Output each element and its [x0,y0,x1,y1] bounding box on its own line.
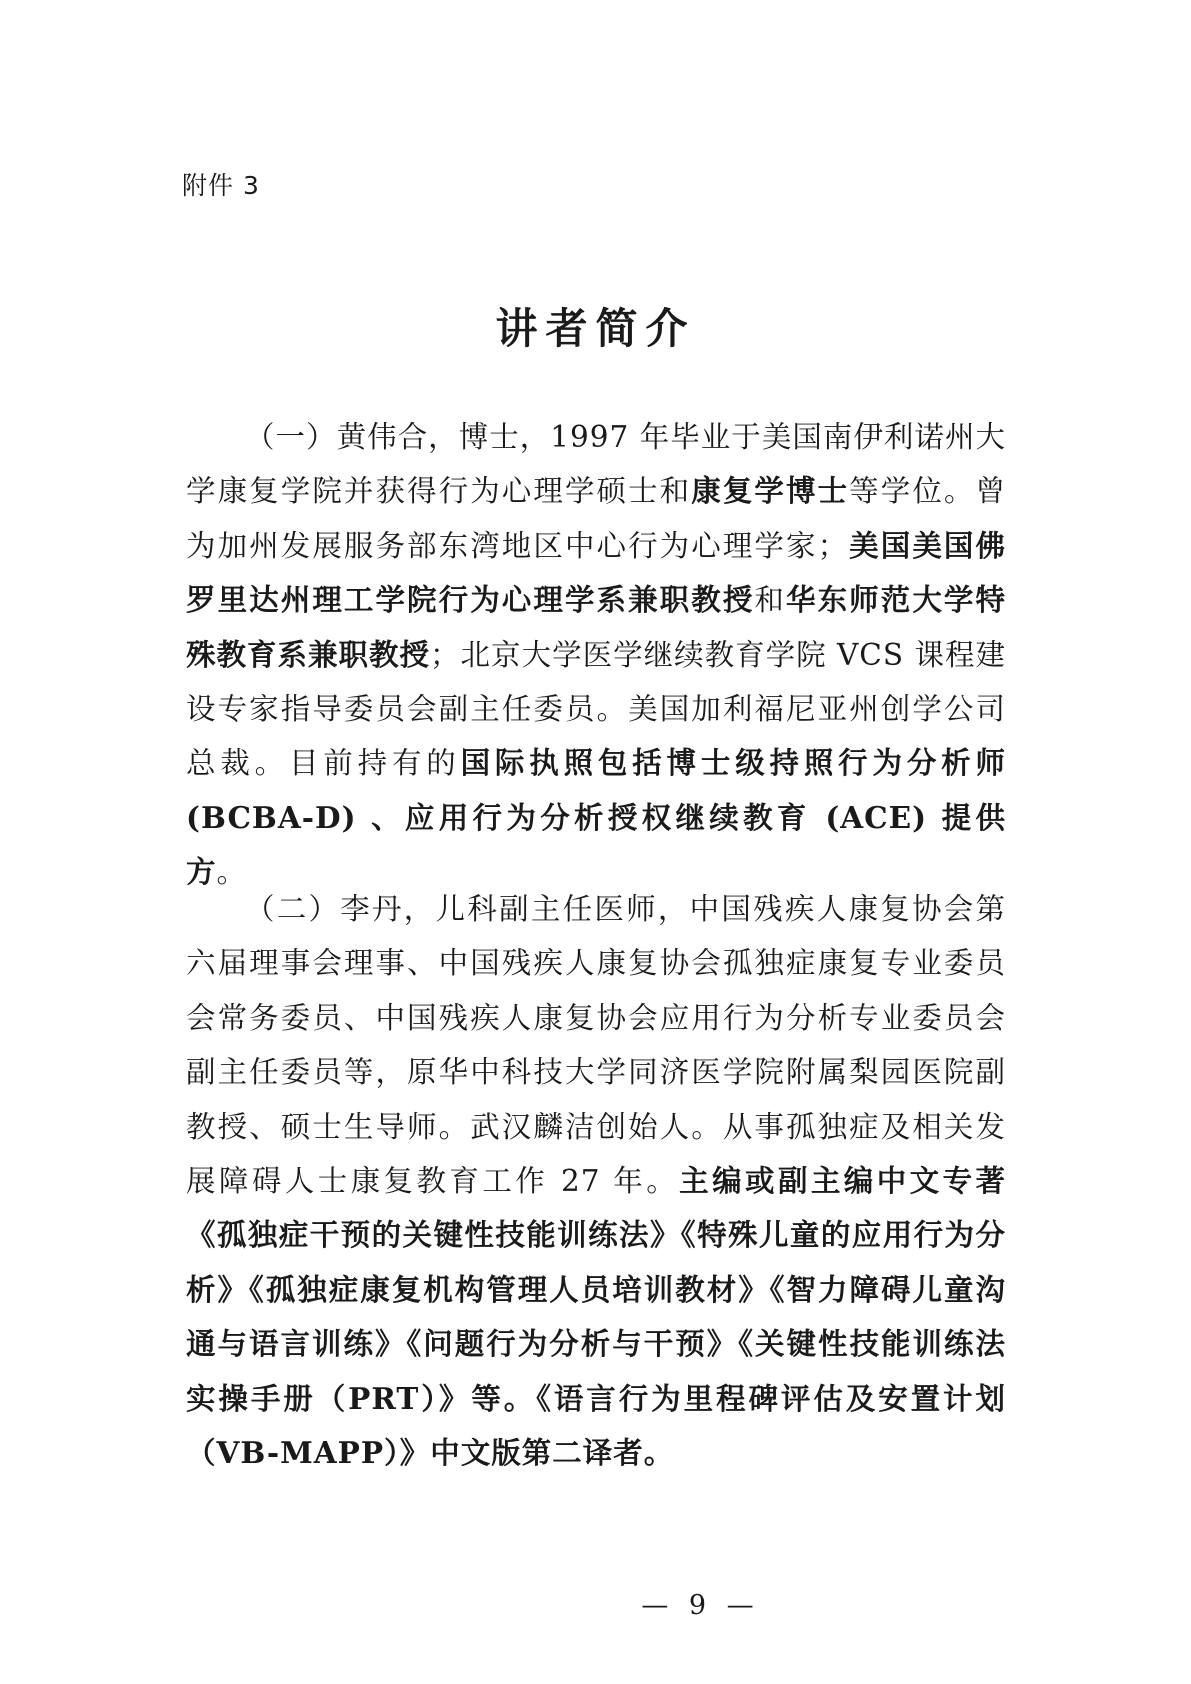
bio1-text-5: 。 [216,855,248,890]
bio1-bold-2: 美国美国佛罗里达州理工学院行为心理学系兼职教授 [186,527,1006,618]
page-number: — 9 — [641,1590,760,1621]
bio1-bold-1: 康复学博士 [691,473,850,509]
bio1-bold-4: 国际执照包括博士级持照行为分析师 (BCBA-D) 、应用行为分析授权继续教育 (ACE) 提供方 [186,745,1006,890]
page-title: 讲者简介 [495,304,696,353]
bio1-text-3: 和 [754,583,787,618]
bio1-bold-3: 华东师范大学特殊教育系兼职教授 [186,582,1006,672]
bio1-text-1: （一）黄伟合，博士，1997 年毕业于美国南伊利诺州大学康复学院并获得行为心理学硕士和 [186,420,1006,509]
speaker-bio-2 [186,882,1006,1480]
speaker-bio-1 [186,410,1006,900]
attachment-label: 附件 3 [182,171,260,200]
bio1-text-4: ；北京大学医学继续教育学院 VCS 课程建设专家指导委员会副主任委员。美国加利福尼亚州创学公司总裁。目前持有的 [186,637,1006,781]
bio2-text-1: （二）李丹，儿科副主任医师，中国残疾人康复协会第六届理事会理事、中国残疾人康复协会孤独症康复专业委员会常务委员、中国残疾人康复协会应用行为分析专业委员会副主任委员等，原华中科技大学同济医学院附属梨园医院副教授、硕士生导师。武汉麟洁创始人。从事孤独症及相关发展障碍人士康复教育工作 27 年。 [186,892,1006,1199]
bio2-bold-1: 主编或副主编中文专著《孤独症干预的关键性技能训练法》《特殊儿童的应用行为分析》《孤独症康复机构管理人员培训教材》《智力障碍儿童沟通与语言训练》《问题行为分析与干预》《关键性技能训练法实操手册（PRT）》等。《语言行为里程碑评估及安置计划（VB-MAPP）》中文版第二译者。 [186,1163,1006,1471]
bio1-text-2: 等学位。曾为加州发展服务部东湾地区中心行为心理学家； [186,474,1006,563]
